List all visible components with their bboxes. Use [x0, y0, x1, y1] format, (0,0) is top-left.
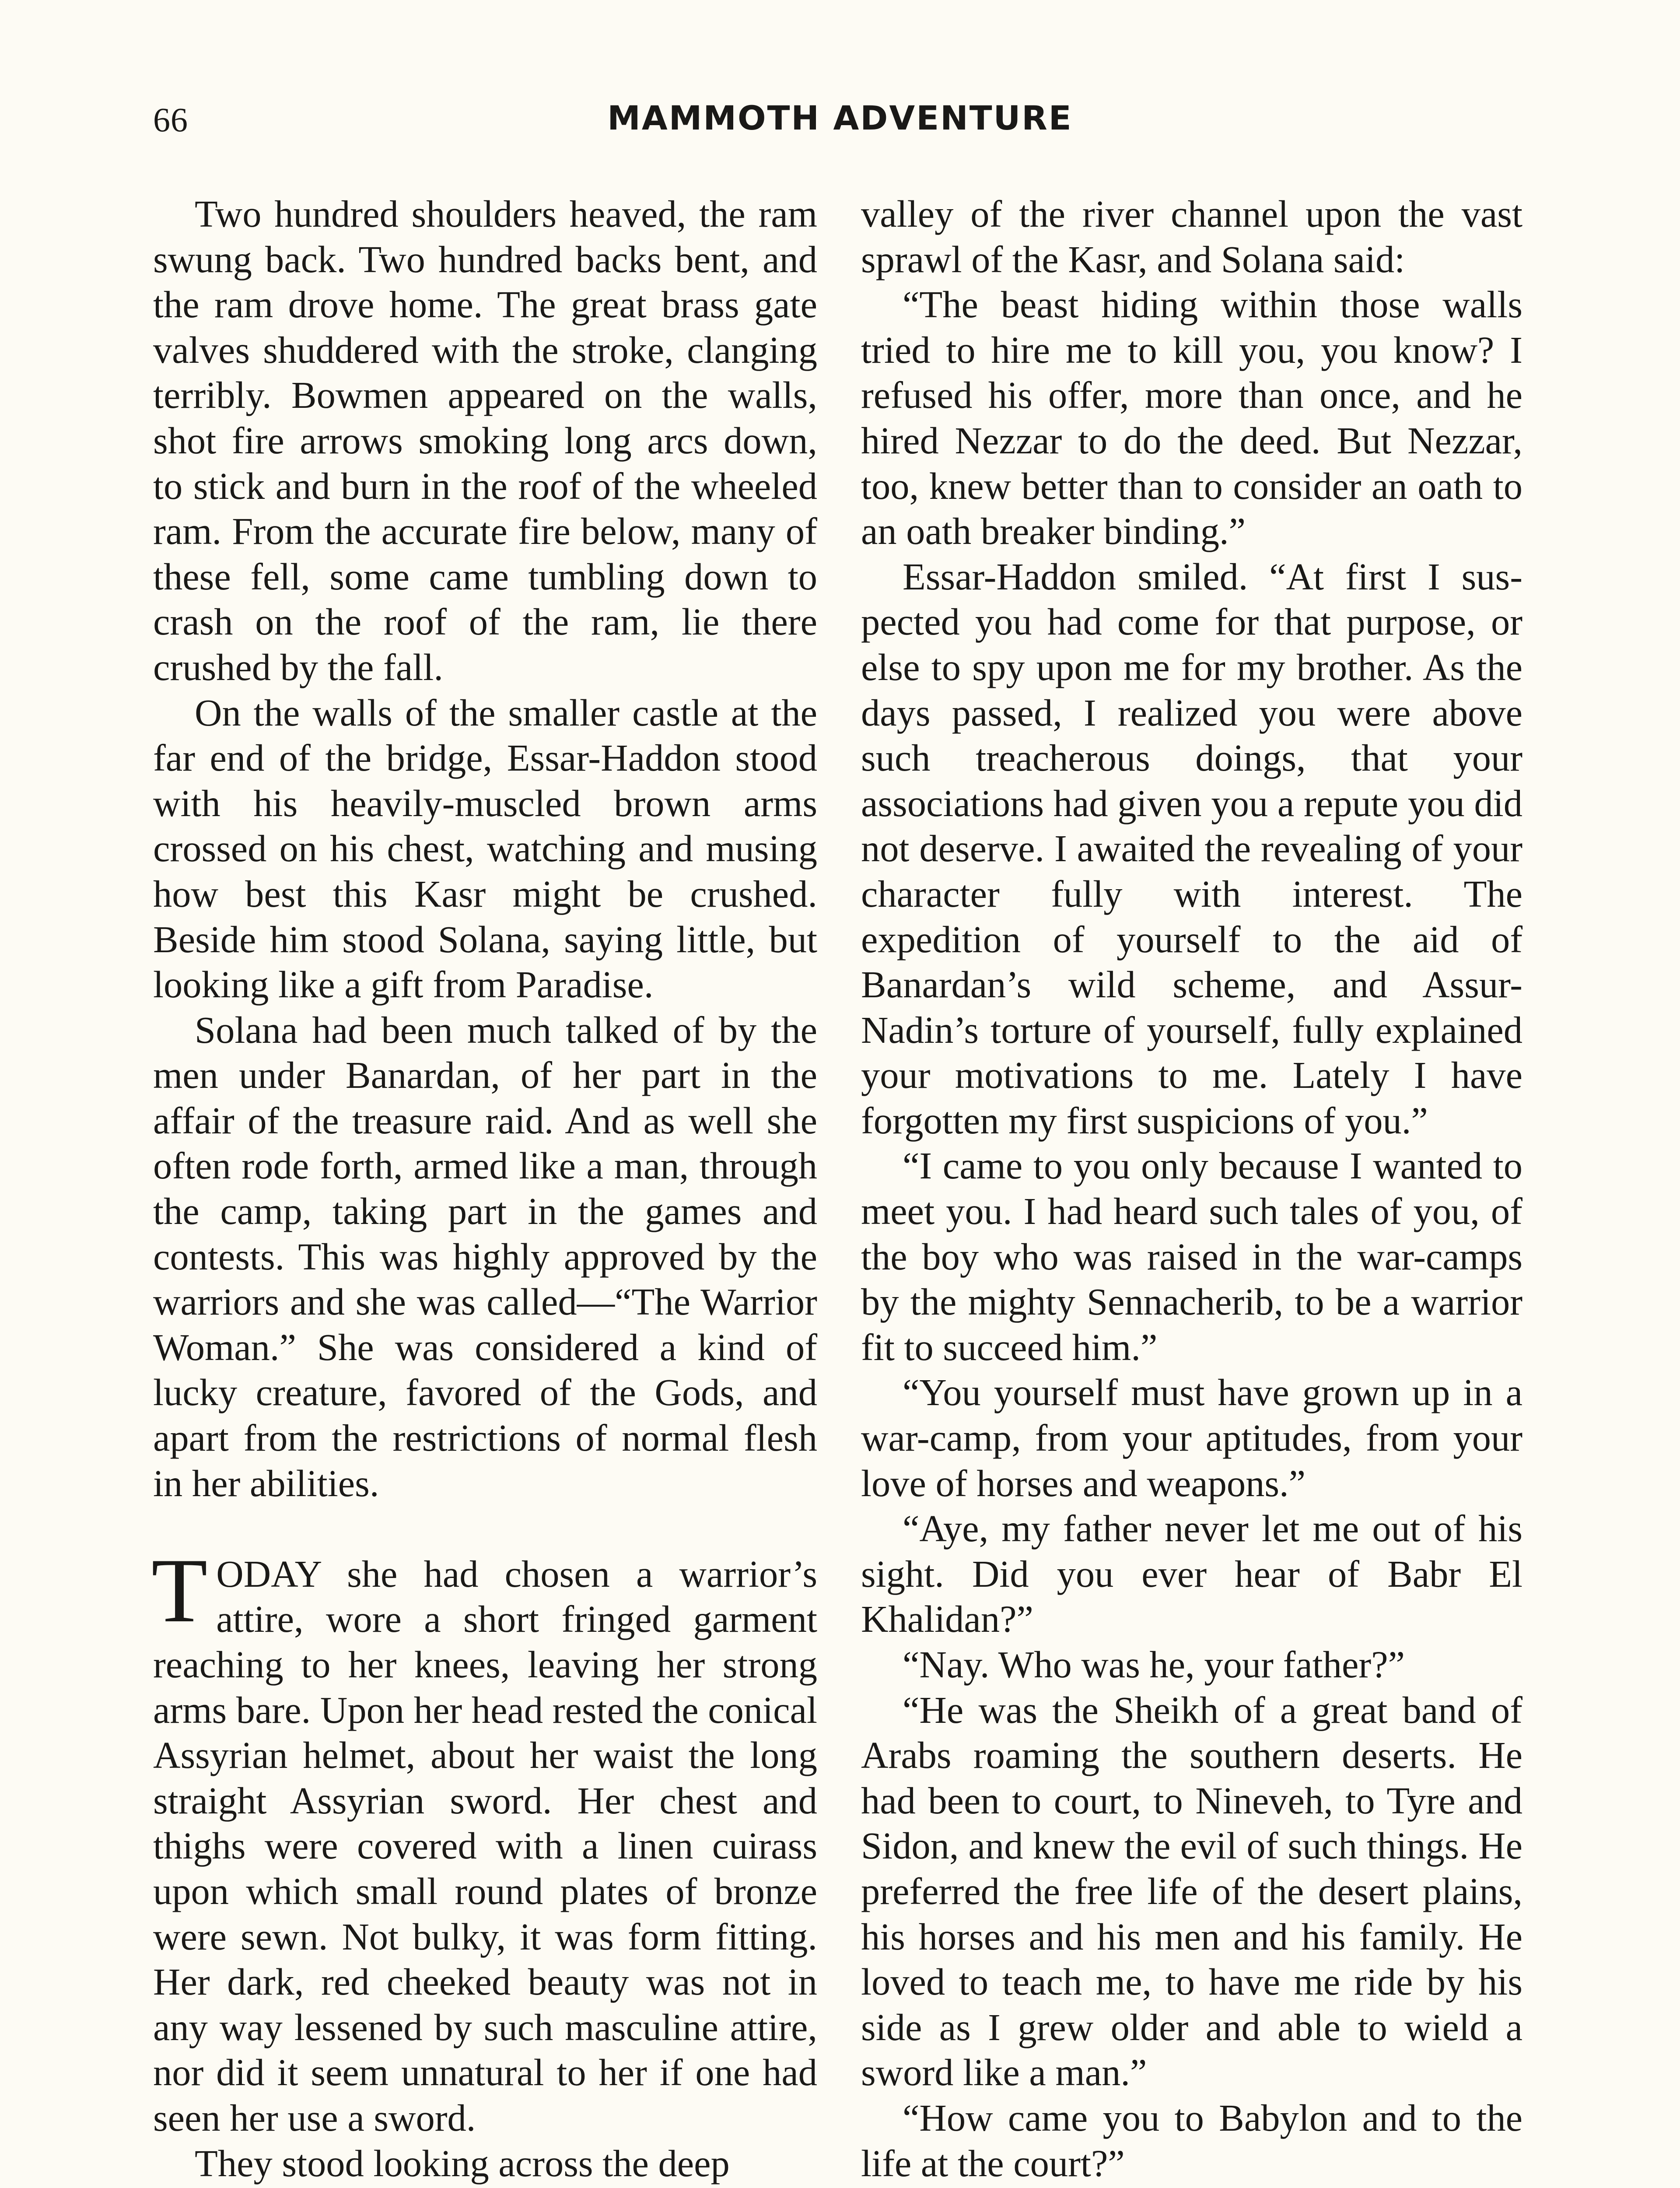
- paragraph: Essar-Haddon smiled. “At first I suspected you had come for that purpose, or else to spy upon me for my brother. As the days passed, I realized you were above such treacherous doings, that your associations had given you a repute you did not deserve. I awaited the revealing of your character fully with interest. The expedition of yourself to the aid of Banardan’s wild scheme, and Assur-Nadin’s torture of yourself, fully explained your motivations to me. Lately I have forgotten my first suspicions of you.”: [861, 555, 1522, 1142]
- left-column: [153, 192, 817, 2186]
- paragraph: Solana had been much talked of by the men under Banardan, of her part in the affair of the treasure raid. And as well she often rode forth, armed like a man, through the camp, taking part in the games and contests. This was highly approved by the warriors and she was called—“The Warrior Woman.” She was considered a kind of lucky creature, favored of the Gods, and apart from the restrictions of normal flesh in her abilities.: [153, 1009, 817, 1504]
- paragraph: “Aye, my father never let me out of his sight. Did you ever hear of Babr El Khalidan?”: [861, 1508, 1522, 1641]
- right-column: [861, 192, 1522, 2186]
- paragraph: “You yourself must have grown up in a war-camp, from your aptitudes, from your love of horses and weapons.”: [861, 1371, 1522, 1504]
- paragraph: “The beast hiding within those walls tried to hire me to kill you, you know? I refused his offer, more than once, and he hired Nezzar to do the deed. But Nezzar, too, knew better than to consider an oath to an oath breaker binding.”: [861, 284, 1522, 553]
- paragraph: “Nay. Who was he, your father?”: [903, 1644, 1405, 1686]
- paragraph: valley of the river channel upon the vast sprawl of the Kasr, and Solana said:: [861, 193, 1522, 281]
- paragraph-text: ODAY she had chosen a warrior’s attire, wore a short fringed garment reaching to her knees, leaving her strong arms bare. Upon her head rested the conical Assyrian helmet, about her waist the long straight Assyrian sword. Her chest and thighs were covered with a linen cuirass upon which small round plates of bronze were sewn. Not bulky, it was form fitting. Her dark, red cheeked beauty was not in any way lessened by such masculine attire, nor did it seem unnatural to her if one had seen her use a sword.: [153, 1553, 817, 2139]
- drop-cap-paragraph: [151, 1539, 817, 2141]
- page-number: 66: [153, 101, 188, 139]
- paragraph: “How came you to Babylon and to the life at the court?”: [861, 2097, 1522, 2184]
- paragraph: They stood looking across the deep: [195, 2142, 730, 2184]
- running-head: MAMMOTH ADVENTURE: [607, 98, 1073, 137]
- drop-cap: T: [151, 1539, 208, 1641]
- paragraph: On the walls of the smaller castle at the far end of the bridge, Essar-Haddon stood with his heavily-muscled brown arms crossed on his chest, watching and musing how best this Kasr might be crushed. Beside him stood Solana, saying little, but looking like a gift from Paradise.: [153, 691, 817, 1006]
- paragraph: Two hundred shoulders heaved, the ram swung back. Two hundred backs bent, and the ram drove home. The great brass gate valves shuddered with the stroke, clanging terribly. Bowmen appeared on the walls, shot fire arrows smoking long arcs down, to stick and burn in the roof of the wheeled ram. From the accurate fire below, many of these fell, some came tumbling down to crash on the roof of the ram, lie there crushed by the fall.: [153, 193, 817, 688]
- paragraph: “He was the Sheikh of a great band of Arabs roaming the southern deserts. He had been to court, to Nineveh, to Tyre and Sidon, and knew the evil of such things. He preferred the free life of the desert plains, his horses and his men and his family. He loved to teach me, to have me ride by his side as I grew older and able to wield a sword like a man.”: [861, 1689, 1522, 2094]
- paragraph: “I came to you only because I wanted to meet you. I had heard such tales of you, of the boy who was raised in the war-camps by the mighty Sennacherib, to be a warrior fit to succeed him.”: [861, 1145, 1522, 1368]
